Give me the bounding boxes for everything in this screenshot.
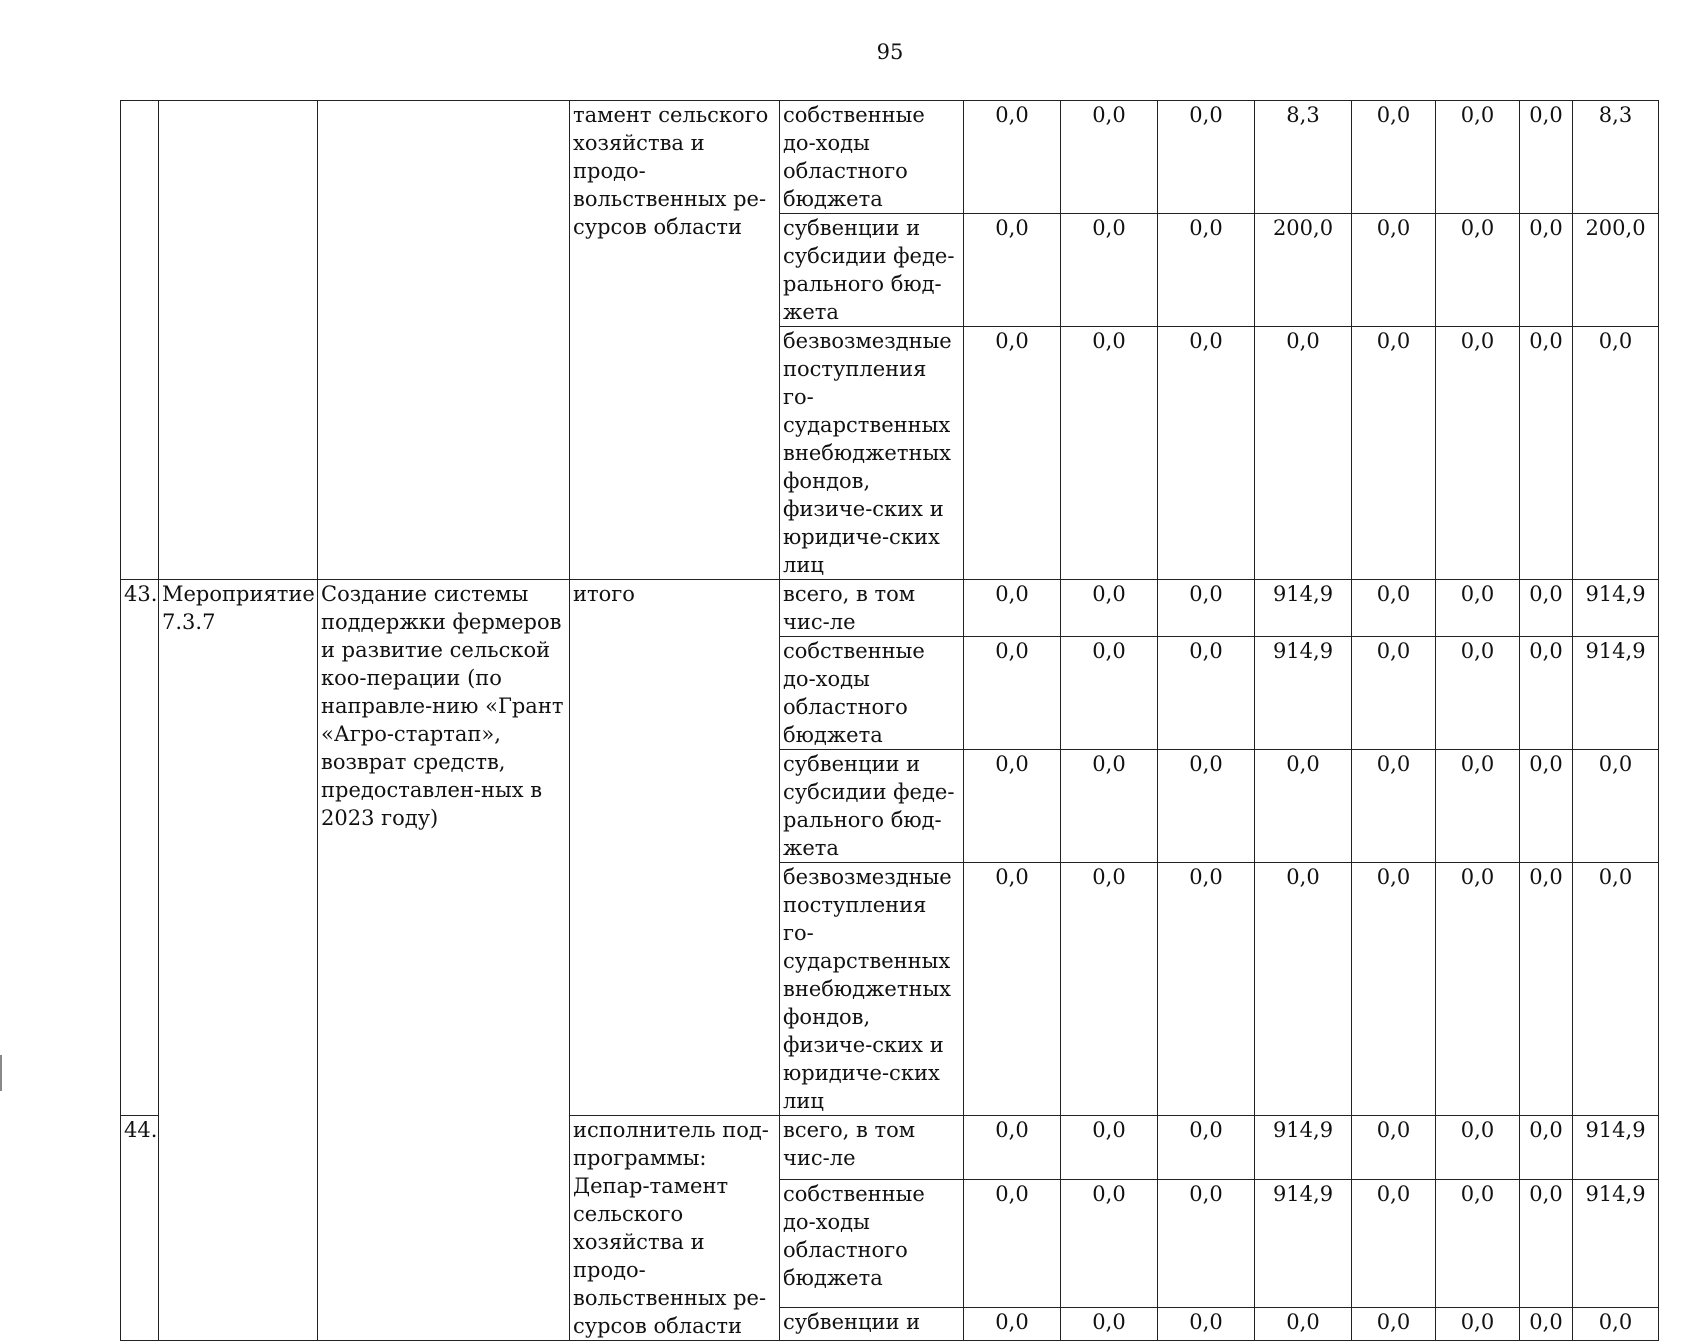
executor-cell: тамент сельского хозяйства и продо-вольственных ре-сурсов области xyxy=(570,101,780,580)
value-cell: 0,0 xyxy=(1573,327,1659,580)
value-cell: 0,0 xyxy=(1158,863,1255,1116)
value-cell: 0,0 xyxy=(1255,1308,1352,1341)
value-cell: 0,0 xyxy=(1158,1116,1255,1180)
value-cell: 0,0 xyxy=(1158,214,1255,327)
table-row xyxy=(121,101,1659,214)
value-cell: 0,0 xyxy=(1061,327,1158,580)
value-cell: 0,0 xyxy=(1436,327,1520,580)
value-cell: 0,0 xyxy=(1436,580,1520,637)
value-cell: 0,0 xyxy=(964,863,1061,1116)
value-cell: 0,0 xyxy=(1436,637,1520,750)
value-cell: 0,0 xyxy=(1520,750,1573,863)
value-cell: 0,0 xyxy=(1352,1180,1436,1308)
value-cell: 0,0 xyxy=(1352,214,1436,327)
value-cell: 0,0 xyxy=(1520,1308,1573,1341)
value-cell: 0,0 xyxy=(964,214,1061,327)
value-cell: 8,3 xyxy=(1255,101,1352,214)
funding-source-cell: субвенции и xyxy=(780,1308,964,1341)
value-cell: 0,0 xyxy=(1061,750,1158,863)
value-cell: 0,0 xyxy=(964,637,1061,750)
value-cell: 914,9 xyxy=(1573,637,1659,750)
value-cell: 914,9 xyxy=(1255,580,1352,637)
row-number-cell: 44. xyxy=(121,1116,159,1341)
value-cell: 0,0 xyxy=(1520,1116,1573,1180)
value-cell: 0,0 xyxy=(1520,327,1573,580)
value-cell: 0,0 xyxy=(1352,580,1436,637)
funding-source-cell: собственные до-ходы областного бюджета xyxy=(780,101,964,214)
value-cell: 200,0 xyxy=(1573,214,1659,327)
value-cell: 914,9 xyxy=(1573,1116,1659,1180)
value-cell: 0,0 xyxy=(1352,1116,1436,1180)
funding-source-cell: безвозмездные поступления го-сударственных внебюджетных фондов, физиче-ских и юридиче-ских лиц xyxy=(780,863,964,1116)
value-cell: 914,9 xyxy=(1573,1180,1659,1308)
value-cell: 0,0 xyxy=(1158,750,1255,863)
value-cell: 0,0 xyxy=(1436,1180,1520,1308)
value-cell: 0,0 xyxy=(1520,214,1573,327)
value-cell: 0,0 xyxy=(1520,863,1573,1116)
value-cell: 0,0 xyxy=(1061,101,1158,214)
value-cell: 0,0 xyxy=(964,101,1061,214)
title-cell xyxy=(318,101,570,580)
value-cell: 0,0 xyxy=(1352,327,1436,580)
value-cell: 0,0 xyxy=(1352,750,1436,863)
value-cell: 0,0 xyxy=(1352,101,1436,214)
value-cell: 0,0 xyxy=(964,750,1061,863)
value-cell: 914,9 xyxy=(1573,580,1659,637)
value-cell: 0,0 xyxy=(1573,750,1659,863)
value-cell: 0,0 xyxy=(1520,1180,1573,1308)
value-cell: 0,0 xyxy=(1061,1308,1158,1341)
value-cell: 0,0 xyxy=(1061,214,1158,327)
value-cell: 914,9 xyxy=(1255,1116,1352,1180)
value-cell: 0,0 xyxy=(1255,863,1352,1116)
value-cell: 0,0 xyxy=(1436,750,1520,863)
value-cell: 0,0 xyxy=(1573,1308,1659,1341)
value-cell: 0,0 xyxy=(1436,1116,1520,1180)
value-cell: 0,0 xyxy=(1158,101,1255,214)
row-number-cell: 43. xyxy=(121,580,159,1116)
value-cell: 0,0 xyxy=(1061,637,1158,750)
title-cell: Создание системы поддержки фермеров и развитие сельской коо-перации (по направле-нию «Грант «Агро-стартап», возврат средств, предоставлен-ных в 2023 году) xyxy=(318,580,570,1341)
funding-source-cell: всего, в том чис-ле xyxy=(780,580,964,637)
value-cell: 0,0 xyxy=(1255,750,1352,863)
value-cell: 0,0 xyxy=(964,327,1061,580)
value-cell: 0,0 xyxy=(964,580,1061,637)
budget-table xyxy=(120,100,1659,1341)
value-cell: 0,0 xyxy=(1061,580,1158,637)
row-number-cell xyxy=(121,101,159,580)
value-cell: 0,0 xyxy=(1352,637,1436,750)
value-cell: 0,0 xyxy=(1352,863,1436,1116)
value-cell: 0,0 xyxy=(1158,1308,1255,1341)
executor-cell: исполнитель под-программы: Депар-тамент сельского хозяйства и продо-вольственных ре-сурсов области xyxy=(570,1116,780,1341)
funding-source-cell: собственные до-ходы областного бюджета xyxy=(780,1180,964,1308)
value-cell: 0,0 xyxy=(964,1116,1061,1180)
value-cell: 0,0 xyxy=(1255,327,1352,580)
value-cell: 0,0 xyxy=(964,1180,1061,1308)
value-cell: 0,0 xyxy=(1573,863,1659,1116)
value-cell: 0,0 xyxy=(1061,1116,1158,1180)
value-cell: 0,0 xyxy=(964,1308,1061,1341)
value-cell: 0,0 xyxy=(1436,863,1520,1116)
value-cell: 0,0 xyxy=(1436,101,1520,214)
value-cell: 0,0 xyxy=(1158,1180,1255,1308)
value-cell: 0,0 xyxy=(1158,580,1255,637)
value-cell: 0,0 xyxy=(1158,637,1255,750)
value-cell: 0,0 xyxy=(1158,327,1255,580)
value-cell: 0,0 xyxy=(1061,1180,1158,1308)
value-cell: 0,0 xyxy=(1520,580,1573,637)
value-cell: 914,9 xyxy=(1255,637,1352,750)
funding-source-cell: всего, в том чис-ле xyxy=(780,1116,964,1180)
event-cell: Мероприятие 7.3.7 xyxy=(159,580,318,1341)
value-cell: 914,9 xyxy=(1255,1180,1352,1308)
funding-source-cell: субвенции и субсидии феде-рального бюд-жета xyxy=(780,750,964,863)
value-cell: 0,0 xyxy=(1520,637,1573,750)
funding-source-cell: безвозмездные поступления го-сударственных внебюджетных фондов, физиче-ских и юридиче-ских лиц xyxy=(780,327,964,580)
value-cell: 0,0 xyxy=(1352,1308,1436,1341)
value-cell: 200,0 xyxy=(1255,214,1352,327)
funding-source-cell: субвенции и субсидии феде-рального бюд-жета xyxy=(780,214,964,327)
value-cell: 8,3 xyxy=(1573,101,1659,214)
value-cell: 0,0 xyxy=(1436,1308,1520,1341)
table-row xyxy=(121,580,1659,637)
page-number: 95 xyxy=(876,40,904,64)
value-cell: 0,0 xyxy=(1520,101,1573,214)
event-cell xyxy=(159,101,318,580)
value-cell: 0,0 xyxy=(1436,214,1520,327)
value-cell: 0,0 xyxy=(1061,863,1158,1116)
scan-artifact xyxy=(0,1055,2,1091)
executor-cell: итого xyxy=(570,580,780,1116)
funding-source-cell: собственные до-ходы областного бюджета xyxy=(780,637,964,750)
